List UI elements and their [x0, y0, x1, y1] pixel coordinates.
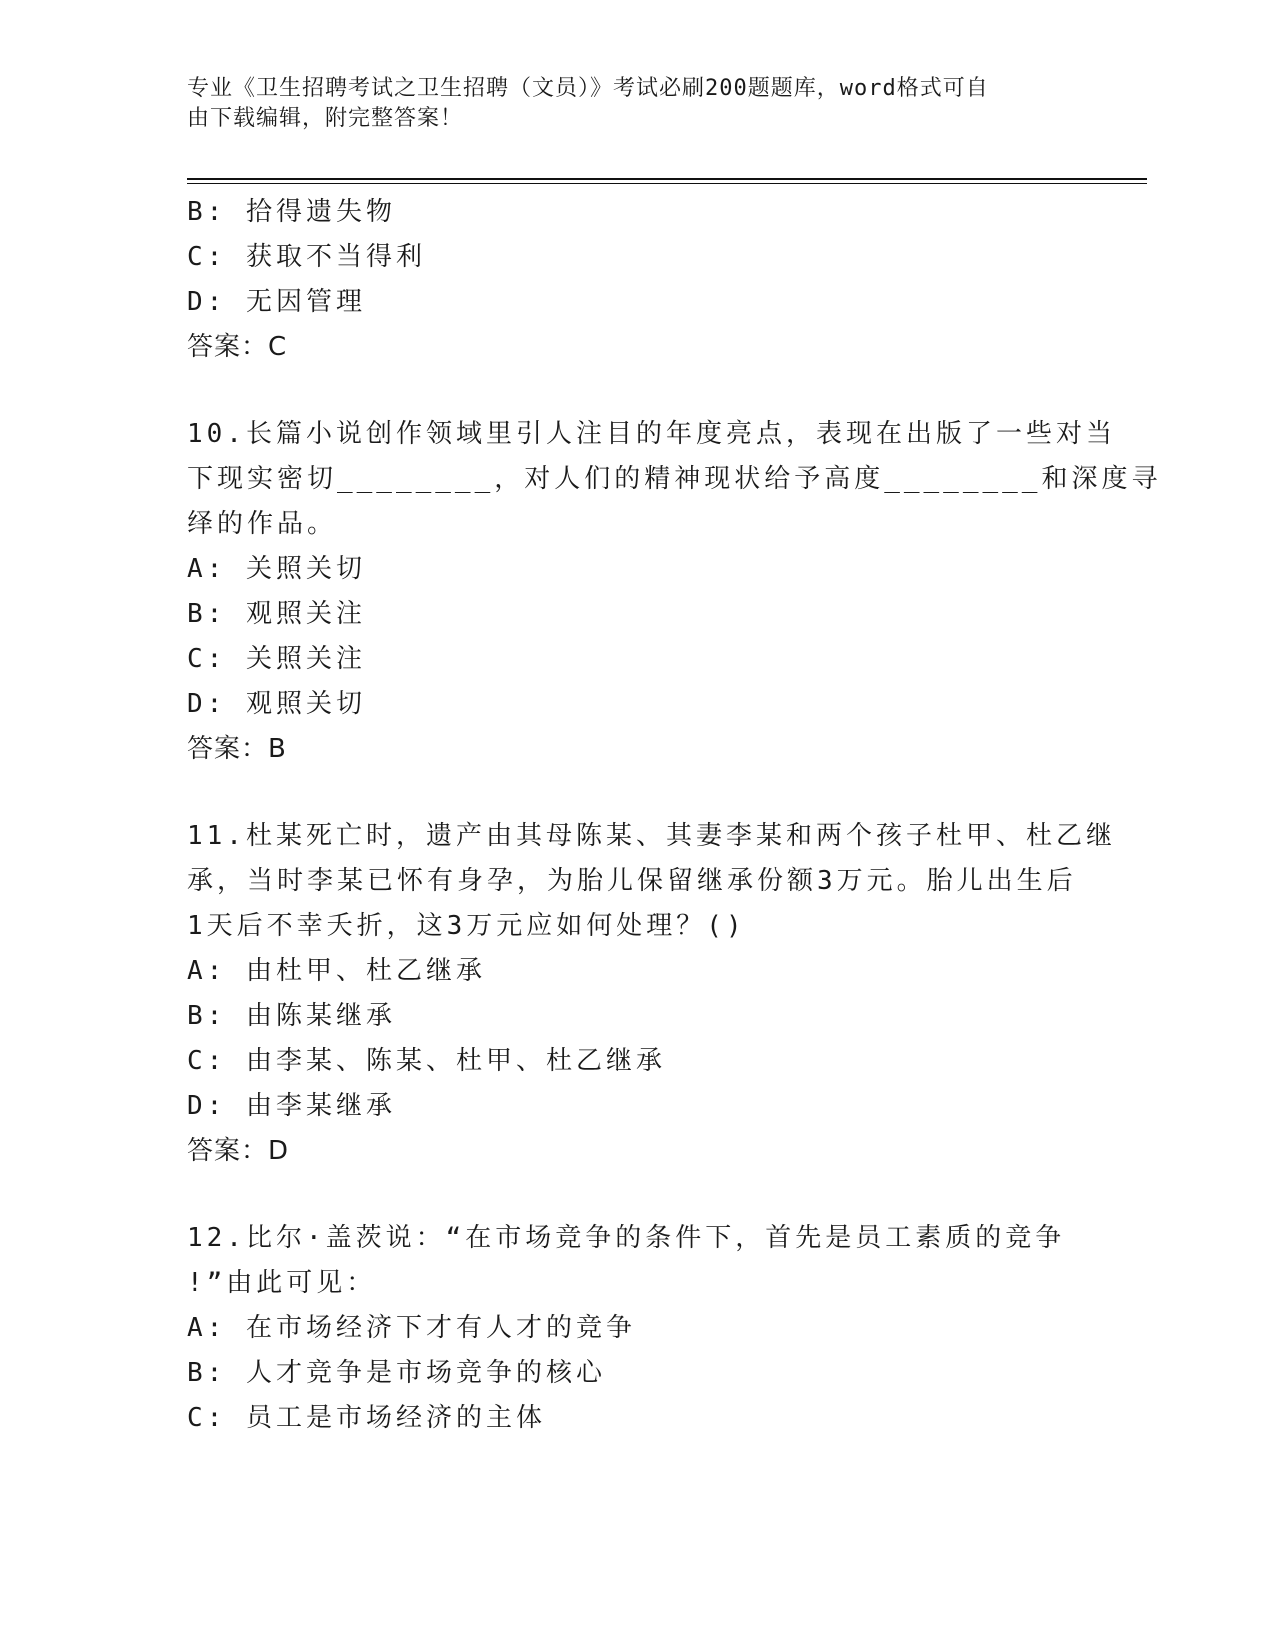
- question-stem-line: 12.比尔·盖茨说：“在市场竞争的条件下，首先是员工素质的竞争: [187, 1223, 1066, 1253]
- header-line-1: 专业《卫生招聘考试之卫生招聘（文员）》考试必刷200题题库，word格式可自: [187, 76, 989, 101]
- option-c: C: 由李某、陈某、杜甲、杜乙继承: [187, 1046, 666, 1076]
- option-d: D: 无因管理: [187, 287, 366, 317]
- spacer: [187, 1174, 1087, 1216]
- question-list: [187, 190, 1162, 1441]
- answer: 答案：C: [187, 332, 288, 362]
- question-stem-line: 1天后不幸夭折，这3万元应如何处理？(): [187, 911, 746, 941]
- option-d: D: 观照关切: [187, 689, 366, 719]
- page-header: [187, 74, 1087, 134]
- option-c: C: 关照关注: [187, 644, 366, 674]
- option-c: C: 员工是市场经济的主体: [187, 1403, 546, 1433]
- question-11: [187, 814, 1116, 1174]
- answer: 答案：B: [187, 734, 287, 764]
- option-a: A: 由杜甲、杜乙继承: [187, 956, 486, 986]
- answer: 答案：D: [187, 1136, 290, 1166]
- question-stem-line: 绎的作品。: [187, 509, 338, 539]
- option-c: C: 获取不当得利: [187, 242, 426, 272]
- question-stem-line: !”由此可见：: [187, 1268, 377, 1298]
- option-d: D: 由李某继承: [187, 1091, 396, 1121]
- question-9-tail: [187, 190, 1087, 370]
- question-stem-line: 下现实密切________，对人们的精神现状给予高度________和深度寻: [187, 464, 1162, 494]
- question-stem-line: 承，当时李某已怀有身孕，为胎儿保留继承份额3万元。胎儿出生后: [187, 866, 1077, 896]
- option-b: B: 人才竞争是市场竞争的核心: [187, 1358, 606, 1388]
- spacer: [187, 370, 1087, 412]
- option-b: B: 由陈某继承: [187, 1001, 396, 1031]
- question-12: [187, 1216, 1087, 1441]
- question-stem-line: 10.长篇小说创作领域里引人注目的年度亮点，表现在出版了一些对当: [187, 419, 1116, 449]
- option-a: A: 关照关切: [187, 554, 366, 584]
- option-a: A: 在市场经济下才有人才的竞争: [187, 1313, 636, 1343]
- option-b: B: 拾得遗失物: [187, 197, 396, 227]
- header-divider-thick: [187, 178, 1147, 180]
- question-stem-line: 11.杜某死亡时，遗产由其母陈某、其妻李某和两个孩子杜甲、杜乙继: [187, 821, 1116, 851]
- spacer: [187, 772, 1087, 814]
- header-divider-thin: [187, 183, 1147, 184]
- question-10: [187, 412, 1162, 772]
- option-b: B: 观照关注: [187, 599, 366, 629]
- header-line-2: 由下载编辑，附完整答案！: [187, 106, 464, 131]
